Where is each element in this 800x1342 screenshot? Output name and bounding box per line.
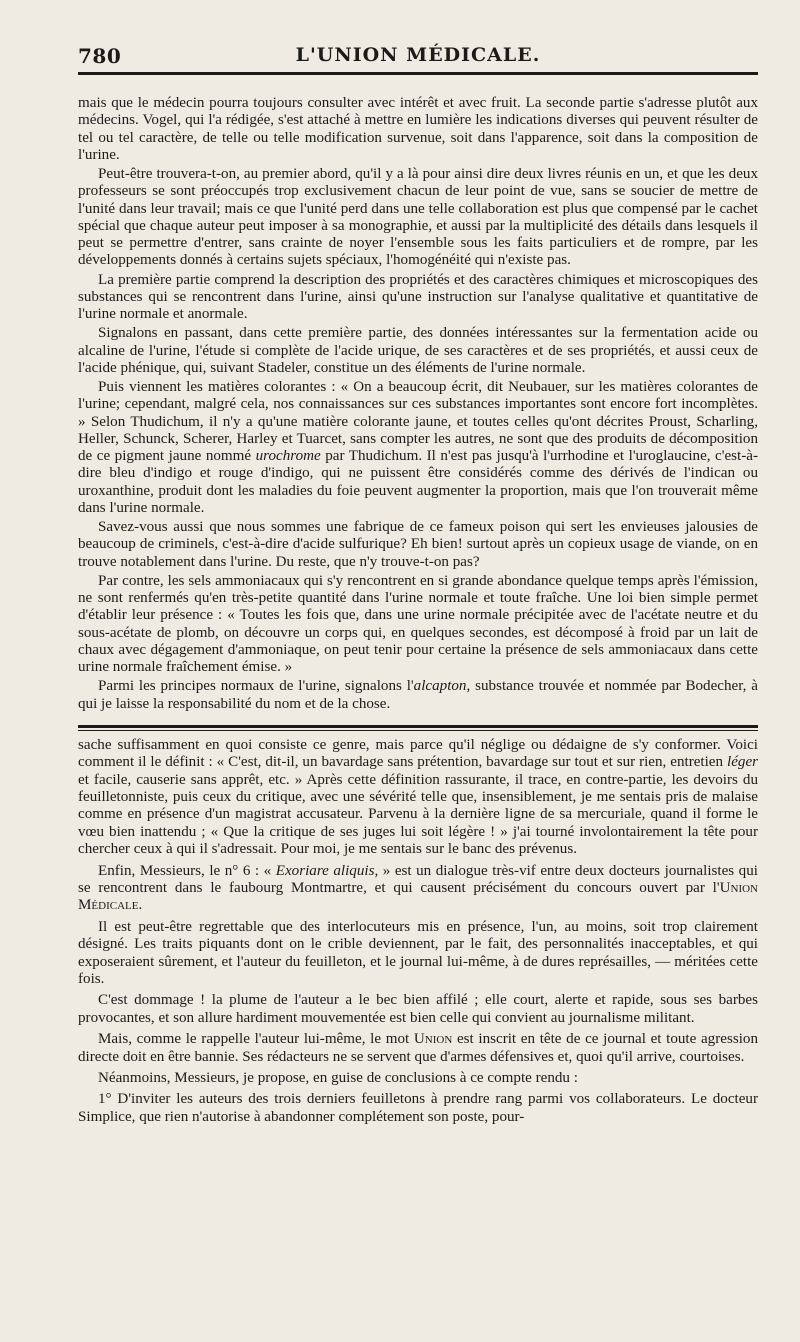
feuilleton-paragraph: Mais, comme le rappelle l'auteur lui-même, le mot Union est inscrit en tête de ce journal et toute agression directe doit en être bannie. Ses rédacteurs ne se servent que d'armes défensives et, quoi qu'il arrive, courtoises. [78, 1031, 758, 1065]
italic-term: léger [727, 754, 759, 771]
journal-name: Union Médicale [78, 880, 758, 914]
feuilleton-paragraph: Il est peut-être regrettable que des interlocuteurs mis en présence, l'un, au moins, soit trop clairement désigné. Les traits piquants dont on le crible deviennent, par le fait, des personnalités inacceptables, et qui exposeraient sûrement, et l'auteur du feuilleton, et le journal lui-même, à de dures représailles, — méritées cette fois. [78, 918, 758, 988]
feuilleton-paragraph: Enfin, Messieurs, le n° 6 : « Exoriare aliquis, » est un dialogue très-vif entre deux docteurs journalistes qui se rencontrent dans le faubourg Montmartre, et qui causent précisément du concours ouvert par l'Union Médicale. [78, 862, 758, 914]
article-paragraph: Puis viennent les matières colorantes : « On a beaucoup écrit, dit Neubauer, sur les matières colorantes de l'urine; cependant, malgré cela, nos connaissances sur ces substances importantes sont encore fort incomplètes. » Selon Thudichum, il n'y a qu'une matière colorante jaune, et toutes celles qu'ont décrites Proust, Scharling, Heller, Schunck, Scherer, Harley et Tuarcet, sans compter les autres, ne sont que des produits de décomposition de ce pigment jaune nommé urochrome par Thudichum. Il n'est pas jusqu'à l'urrhodine et l'uroglaucine, c'est-à-dire bleu d'indigo et rouge d'indigo, qui ne puissent être considérés comme des dérivés de l'indican ou uroxanthine, produit dont les maladies du foie peuvent augmenter la proportion, mais que l'on trouverait même dans l'urine normale. [78, 379, 758, 516]
article-paragraph: Peut-être trouvera-t-on, au premier abord, qu'il y a là pour ainsi dire deux livres réunis en un, et que les deux professeurs se sont préoccupés trop exclusivement chacun de leur point de vue, sans se soucier de mettre de l'unité dans leur travail; mais ce que l'unité perd dans une telle collaboration est plus que compensé par le cachet spécial que chaque auteur peut imposer à sa monographie, et aussi par la multiplicité des détails dans lesquels il peut se permettre d'entrer, sans crainte de noyer l'ensemble sous les faits particuliers et de rompre, par les développements donnés à certains sujets spéciaux, l'homogénéité qui n'existe pas. [78, 166, 758, 269]
journal-word: Union [413, 1031, 453, 1048]
feuilleton-separator-thick [78, 725, 758, 728]
page-number: 780 [78, 44, 122, 68]
article-paragraph: La première partie comprend la description des propriétés et des caractères chimiques et microscopiques des substances qui se rencontrent dans l'urine, ainsi qu'une instruction sur l'analyse qualitative et quantitative de l'urine normale et anormale. [78, 271, 758, 322]
article-paragraph: Parmi les principes normaux de l'urine, signalons l'alcapton, substance trouvée et nommée par Bodecher, à qui je laisse la responsabilité du nom et de la chose. [78, 678, 758, 712]
main-article [78, 75, 758, 713]
feuilleton [78, 737, 758, 1127]
feuilleton-paragraph: 1° D'inviter les auteurs des trois derniers feuilletons à prendre rang parmi vos collaborateurs. Le docteur Simplice, que rien n'autorise à abandonner complétement son poste, pour- [78, 1091, 758, 1125]
feuilleton-paragraph: C'est dommage ! la plume de l'auteur a le bec bien affilé ; elle court, alerte et rapide, sous ses barbes provocantes, et son allure hardiment mouvementée est bien celle qui convient au journalisme militant. [78, 992, 758, 1026]
feuilleton-separator-thin [78, 730, 758, 731]
feuilleton-paragraph: Néanmoins, Messieurs, je propose, en guise de conclusions à ce compte rendu : [98, 1070, 578, 1087]
italic-term: alcapton [413, 678, 467, 695]
italic-term: urochrome [255, 448, 321, 464]
article-paragraph: mais que le médecin pourra toujours consulter avec intérêt et avec fruit. La seconde partie s'adresse plutôt aux médecins. Vogel, qui l'a rédigée, s'est attaché à mettre en lumière les indications diverses qui peuvent résulter de tel ou tel caractère, de telle ou telle modification survenue, soit dans l'apparence, soit dans la composition de l'urine. [78, 95, 758, 163]
article-paragraph: Signalons en passant, dans cette première partie, des données intéressantes sur la fermentation acide ou alcaline de l'urine, l'étude si complète de l'acide urique, de ses caractères et de ses propriétés, et aussi ceux de l'acide phénique, qui, suivant Stadeler, constitue un des éléments de l'urine normale. [78, 325, 758, 376]
page-header [78, 0, 758, 72]
italic-term: Exoriare aliquis, [275, 862, 379, 879]
article-paragraph: Savez-vous aussi que nous sommes une fabrique de ce fameux poison qui sert les envieuses jalousies de beaucoup de criminels, c'est-à-dire d'acide sulfurique? Eh bien! surtout après un copieux usage de viande, on en trouve notablement dans l'urine. Du reste, que n'y trouve-t-on pas? [78, 519, 758, 570]
article-paragraph: Par contre, les sels ammoniacaux qui s'y rencontrent en si grande abondance quelque temps après l'émission, ne sont renfermés qu'en très-petite quantité dans l'urine normale et toute fraîche. Une loi bien simple permet d'établir leur présence : « Toutes les fois que, dans une urine normale précipitée avec de l'acétate neutre et du sous-acétate de plomb, on découvre un corps qui, en quelques secondes, est décomposé à froid par un lait de chaux avec dégagement d'ammoniaque, on peut tenir pour certaine la présence de sels ammoniacaux dans cette urine normale fraîchement émise. » [78, 572, 758, 675]
running-title: L'UNION MÉDICALE. [295, 44, 541, 66]
feuilleton-paragraph: sache suffisamment en quoi consiste ce genre, mais parce qu'il néglige ou dédaigne de s'y conformer. Voici comment il le définit : « C'est, dit-il, un bavardage sans prétention, bavardage sur tout et sur rien, entretien léger et facile, causerie sans apprêt, etc. » Après cette définition rassurante, il trace, en contre-partie, les devoirs du feuilletonniste, puis ceux du critique, avec une sévérité telle que, insensiblement, je me sentais pris de malaise comme en présence d'un magistrat accusateur. Parvenu à la dernière ligne de sa mercuriale, quand il forme le vœu bien inattendu ; « Que la critique de ses juges lui soit légère ! » j'ai tourné involontairement la tête pour chercher ceux à qui il s'adressait. Pour moi, je me sentais sur le banc des prévenus. [78, 736, 759, 858]
